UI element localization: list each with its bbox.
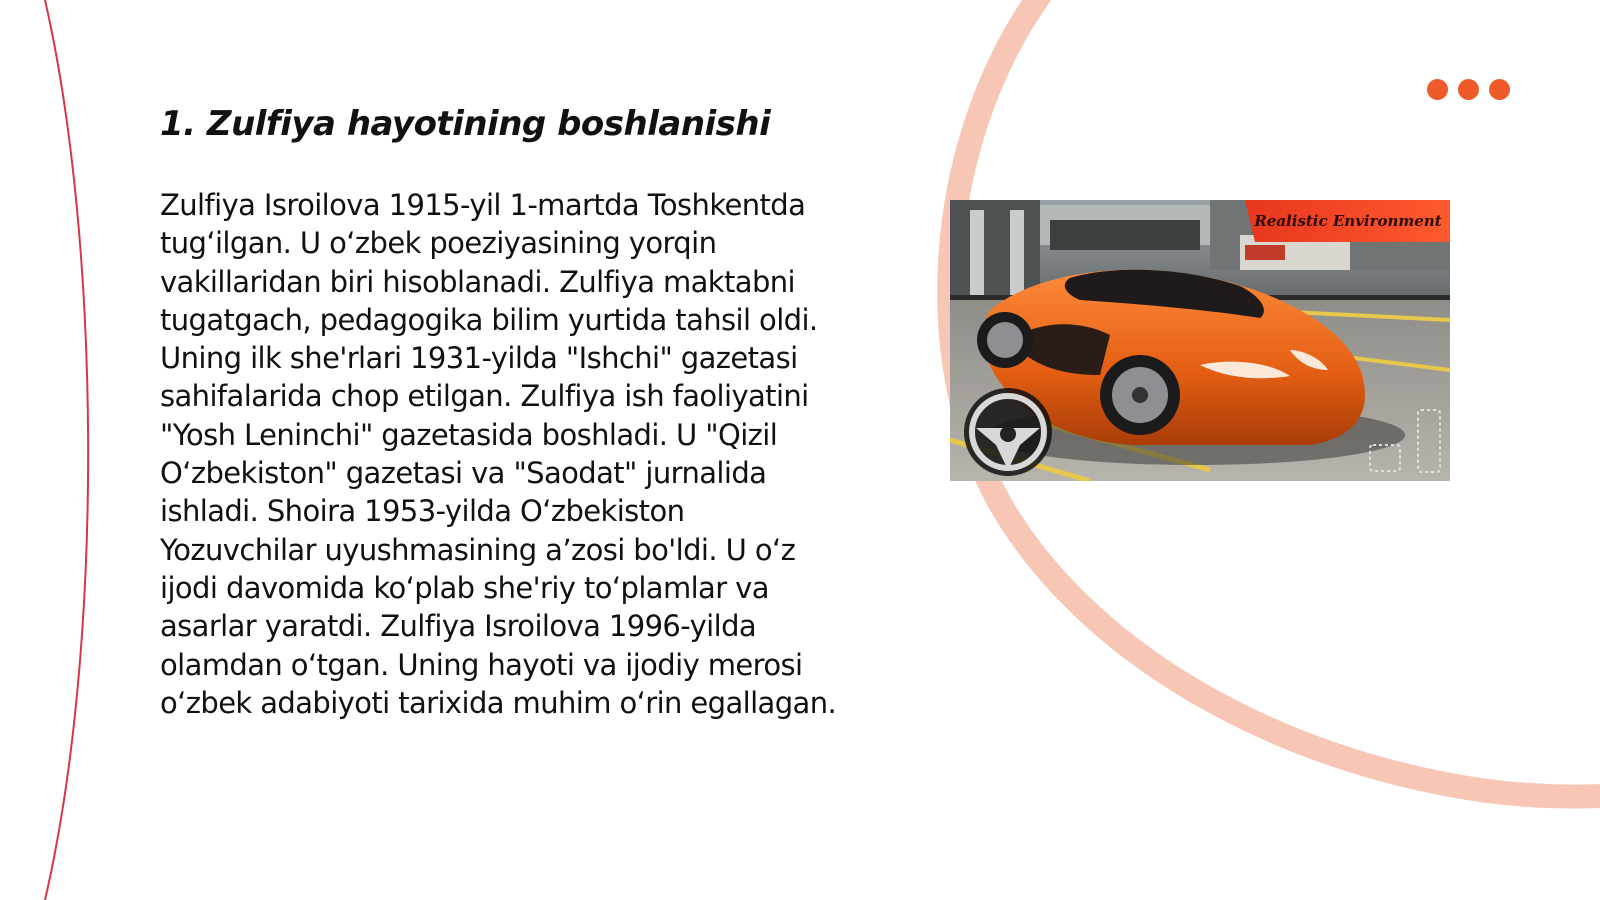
left-curve-line [45,0,88,900]
slide-title: 1. Zulfiya hayotining boshlanishi [160,104,771,144]
body-paragraph: Zulfiya Isroilova 1915-yil 1-martda Toshkentda tug‘ilgan. U o‘zbek poeziyasining yorqin vakillaridan biri hisoblanadi. Zulfiya maktabni tugatgach, pedagogika bilim yurtida tahsil oldi. Uning ilk she'rlari 1931-yilda "Ishchi" gazetasi sahifalarida chop etilgan. Zulfiya ish faoliyatini "Yosh Leninchi" gazetasida boshladi. U "Qizil O‘zbekiston" gazetasi va "Saodat" jurnalida ishladi. Shoira 1953-yilda O‘zbekiston Yozuvchilar uyushmasining a’zosi bo'ldi. U o‘z ijodi davomida ko‘plab she'riy to‘plamlar va asarlar yaratdi. Zulfiya Isroilova 1996-yilda olamdan o‘tgan. Uning hayoti va ijodiy merosi o‘zbek adabiyoti tarixida muhim o‘rin egallagan. [160,188,837,720]
dot-icon [1458,79,1479,100]
badge-label: Realistic Environment [1254,212,1442,230]
decorative-dots [1427,79,1510,100]
steering-wheel-icon [964,388,1052,476]
car-game-image [950,200,1450,481]
dot-icon [1427,79,1448,100]
dot-icon [1489,79,1510,100]
